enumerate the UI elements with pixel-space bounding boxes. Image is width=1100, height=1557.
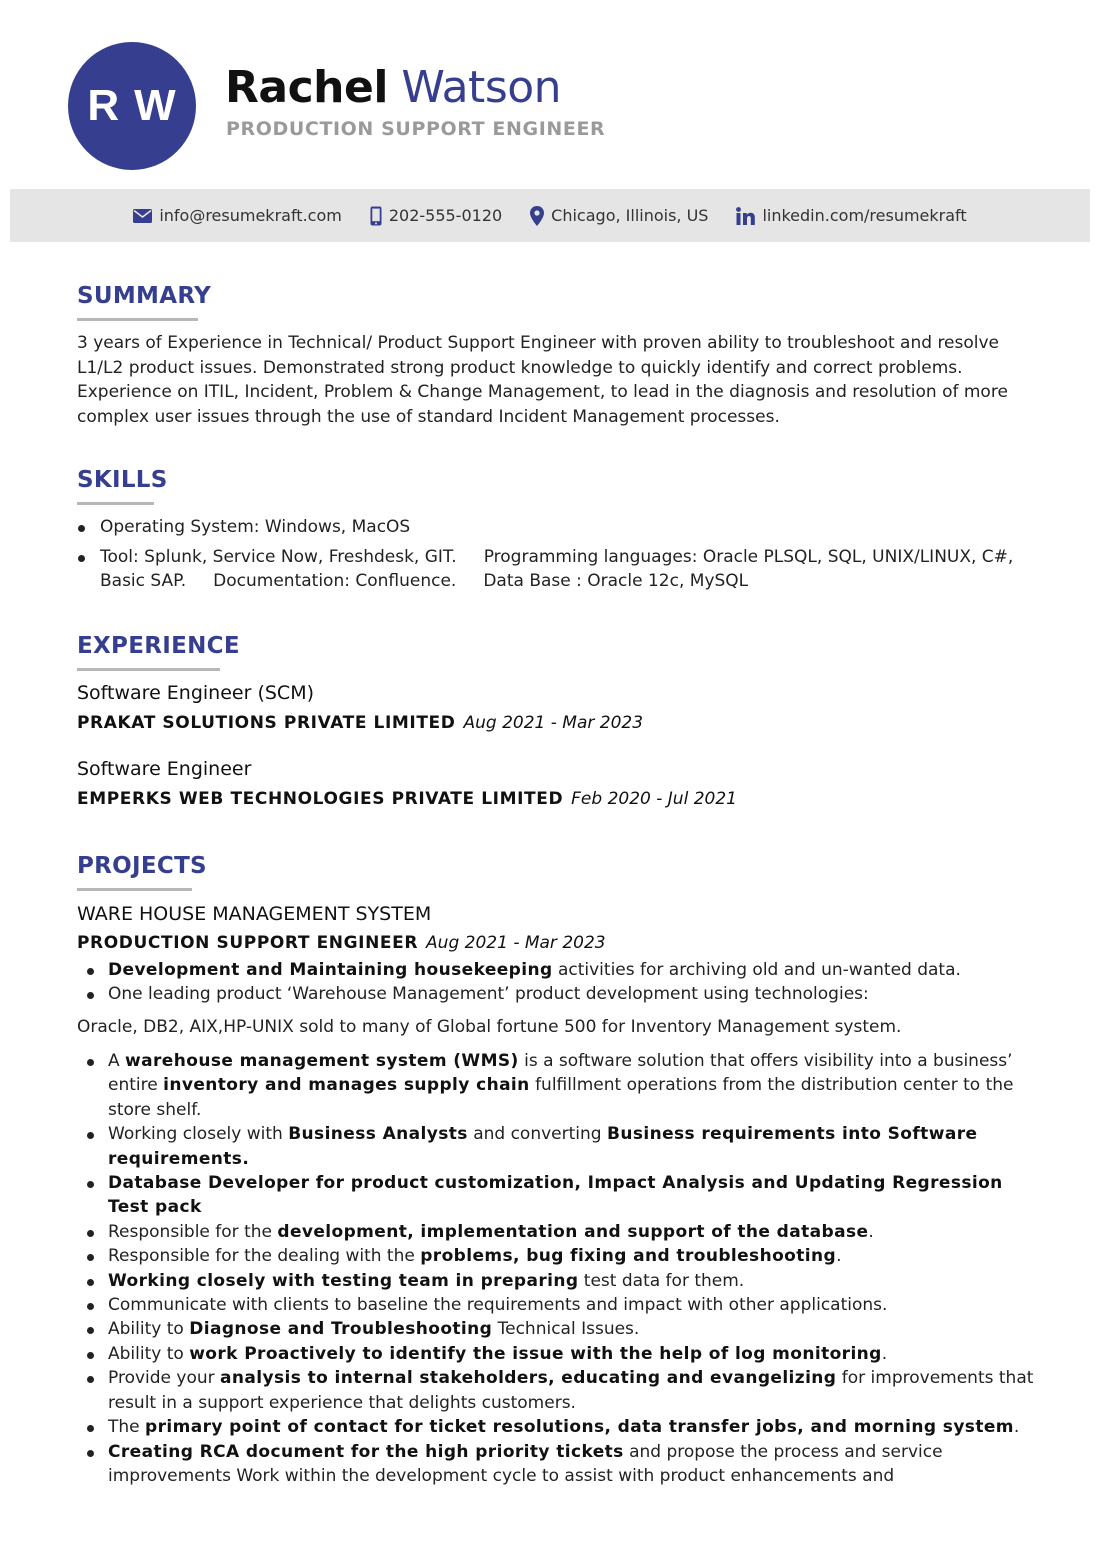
skills-rule (77, 502, 154, 505)
project-bullet: Communicate with clients to baseline the requirements and impact with other applications. (77, 1293, 1037, 1317)
summary-heading: SUMMARY (77, 283, 212, 309)
experience-rule (77, 668, 220, 671)
company-name: PRAKAT SOLUTIONS PRIVATE LIMITED (77, 713, 456, 733)
project-bullet: Ability to Diagnose and Troubleshooting Technical Issues. (77, 1317, 1037, 1341)
job-company (77, 713, 643, 733)
skills-heading: SKILLS (77, 467, 168, 493)
project-bullet: Provide your analysis to internal stakeholders, educating and evangelizing for improvements that result in a support experience that delights customers. (77, 1366, 1037, 1415)
initial-first: R (87, 81, 121, 130)
job-company (77, 789, 737, 809)
summary-text: 3 years of Experience in Technical/ Product Support Engineer with proven ability to troubleshoot and resolve L1/L2 product issues. Demonstrated strong product knowledge to quickly identify and correct problems. Experience on ITIL, Incident, Problem & Change Management, to lead in the diagnosis and resolution of more complex user issues through the use of standard Incident Management processes. (77, 333, 1008, 427)
project-dates: Aug 2021 - Mar 2023 (426, 933, 606, 953)
project-bullets-b (77, 1049, 1037, 1488)
phone-icon (370, 206, 382, 226)
job-dates: Aug 2021 - Mar 2023 (463, 713, 644, 733)
project-bullet: Working closely with testing team in preparing test data for them. (77, 1269, 1037, 1293)
projects-heading: PROJECTS (77, 853, 207, 879)
project-bullet: Development and Maintaining housekeeping activities for archiving old and un-wanted data. (77, 958, 1037, 982)
location-text: Chicago, Illinois, US (551, 206, 709, 225)
project-role-title: PRODUCTION SUPPORT ENGINEER (77, 933, 419, 953)
project-bullet: Database Developer for product customization, Impact Analysis and Updating Regression Test pack (77, 1171, 1037, 1220)
job-dates: Feb 2020 - Jul 2021 (571, 789, 737, 809)
experience-heading: EXPERIENCE (77, 633, 240, 659)
summary-rule (77, 318, 198, 321)
project-tech-line: Oracle, DB2, AIX,HP-UNIX sold to many of Global fortune 500 for Inventory Management system. (77, 1017, 902, 1037)
contact-bar (10, 189, 1090, 242)
project-bullet: Working closely with Business Analysts and converting Business requirements into Software requirements. (77, 1122, 1037, 1171)
contact-phone[interactable] (370, 206, 502, 226)
job-role: Software Engineer (77, 758, 252, 780)
last-name: Watson (401, 62, 562, 113)
project-bullet: Creating RCA document for the high priority tickets and propose the process and service improvements Work within the development cycle to assist with product enhancements and (77, 1440, 1037, 1489)
contact-linkedin[interactable] (736, 206, 966, 225)
envelope-icon (133, 209, 152, 223)
linkedin-icon (736, 207, 755, 225)
initial-last: W (134, 81, 177, 130)
project-bullet: Responsible for the development, implementation and support of the database. (77, 1220, 1037, 1244)
project-bullet: Ability to work Proactively to identify the issue with the help of log monitoring. (77, 1342, 1037, 1366)
skill-item: Operating System: Windows, MacOS (77, 515, 1027, 539)
project-bullet: One leading product ‘Warehouse Management’ product development using technologies: (77, 982, 1037, 1006)
project-name: WARE HOUSE MANAGEMENT SYSTEM (77, 903, 432, 925)
projects-rule (77, 888, 192, 891)
email-text: info@resumekraft.com (159, 206, 342, 225)
map-pin-icon (530, 206, 544, 226)
skills-list (77, 515, 1027, 599)
project-bullet: Responsible for the dealing with the problems, bug fixing and troubleshooting. (77, 1244, 1037, 1268)
linkedin-text: linkedin.com/resumekraft (762, 206, 967, 225)
contact-location[interactable] (530, 206, 708, 226)
job-role: Software Engineer (SCM) (77, 682, 314, 704)
project-role (77, 933, 606, 953)
project-bullet: The primary point of contact for ticket resolutions, data transfer jobs, and morning system. (77, 1415, 1037, 1439)
project-bullets-a (77, 958, 1037, 1007)
project-bullet: A warehouse management system (WMS) is a software solution that offers visibility into a business’ entire inventory and manages supply chain fulfillment operations from the distribution center to the store shelf. (77, 1049, 1037, 1122)
phone-text: 202-555-0120 (388, 206, 503, 225)
first-name: Rachel (225, 62, 388, 113)
monogram-avatar (68, 42, 196, 170)
skill-item: Tool: Splunk, Service Now, Freshdesk, GIT. Programming languages: Oracle PLSQL, SQL, UNIX/LINUX, C#, Basic SAP. Documentation: Confluence. Data Base : Oracle 12c, MySQL (77, 545, 1027, 593)
company-name: EMPERKS WEB TECHNOLOGIES PRIVATE LIMITED (77, 789, 564, 809)
contact-email[interactable] (133, 206, 342, 225)
candidate-name (225, 60, 561, 116)
job-title: PRODUCTION SUPPORT ENGINEER (226, 118, 606, 140)
